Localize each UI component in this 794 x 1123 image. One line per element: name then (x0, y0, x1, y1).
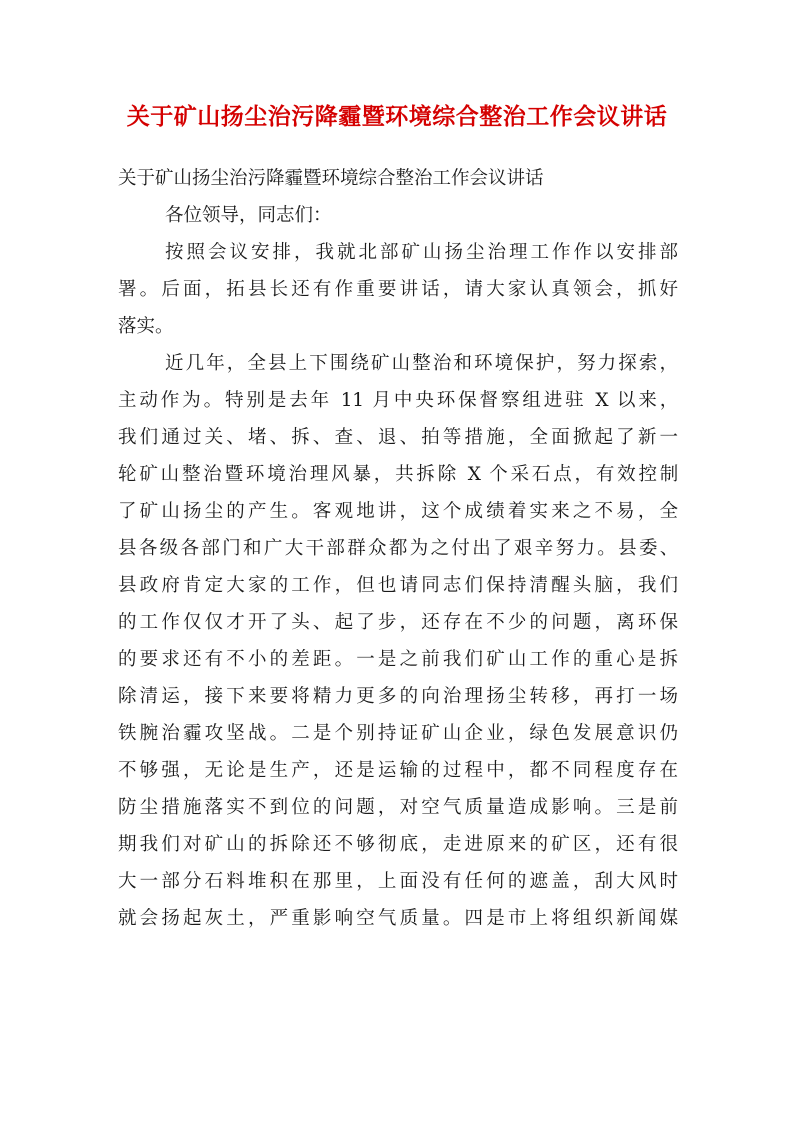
paragraph-line: 期我们对矿山的拆除还不够彻底，走进原来的矿区，还有很 (118, 834, 678, 855)
paragraph-line: 了矿山扬尘的产生。客观地讲，这个成绩着实来之不易，全 (118, 501, 678, 522)
paragraph-line: 县各级各部门和广大干部群众都为之付出了艰辛努力。县委、 (118, 538, 678, 559)
paragraph-line: 我们通过关、堵、拆、查、退、拍等措施，全面掀起了新一 (118, 427, 678, 448)
paragraph-line: 不够强，无论是生产，还是运输的过程中，都不同程度存在 (118, 760, 678, 781)
paragraph-line: 主动作为。特别是去年 11 月中央环保督察组进驻 X 以来， (118, 390, 678, 411)
paragraph-line: 铁腕治霾攻坚战。二是个别持证矿山企业，绿色发展意识仍 (118, 723, 678, 744)
paragraph-line: 就会扬起灰土，严重影响空气质量。四是市上将组织新闻媒 (118, 908, 678, 929)
salutation: 各位领导，同志们： (165, 205, 332, 226)
paragraph-line: 除清运，接下来要将精力更多的向治理扬尘转移，再打一场 (118, 686, 678, 707)
paragraph-line: 的要求还有不小的差距。一是之前我们矿山工作的重心是拆 (118, 649, 678, 670)
paragraph-line: 近几年，全县上下围绕矿山整治和环境保护，努力探索， (165, 353, 678, 374)
document-title: 关于矿山扬尘治污降霾暨环境综合整治工作会议讲话 (126, 103, 668, 130)
paragraph-line: 轮矿山整治暨环境治理风暴，共拆除 X 个采石点，有效控制 (118, 464, 678, 485)
paragraph-line: 按照会议安排，我就北部矿山扬尘治理工作作以安排部 (165, 242, 678, 263)
paragraph-line: 署。后面，拓县长还有作重要讲话，请大家认真领会，抓好 (118, 279, 678, 300)
paragraph-line: 防尘措施落实不到位的问题，对空气质量造成影响。三是前 (118, 797, 678, 818)
paragraph-line: 落实。 (118, 316, 174, 337)
paragraph-line: 县政府肯定大家的工作，但也请同志们保持清醒头脑，我们 (118, 575, 678, 596)
document-body (118, 160, 678, 937)
paragraph-line: 大一部分石料堆积在那里，上面没有任何的遮盖，刮大风时 (118, 871, 678, 892)
document-subtitle: 关于矿山扬尘治污降霾暨环境综合整治工作会议讲话 (118, 168, 544, 189)
paragraph-line: 的工作仅仅才开了头、起了步，还存在不少的问题，离环保 (118, 612, 678, 633)
